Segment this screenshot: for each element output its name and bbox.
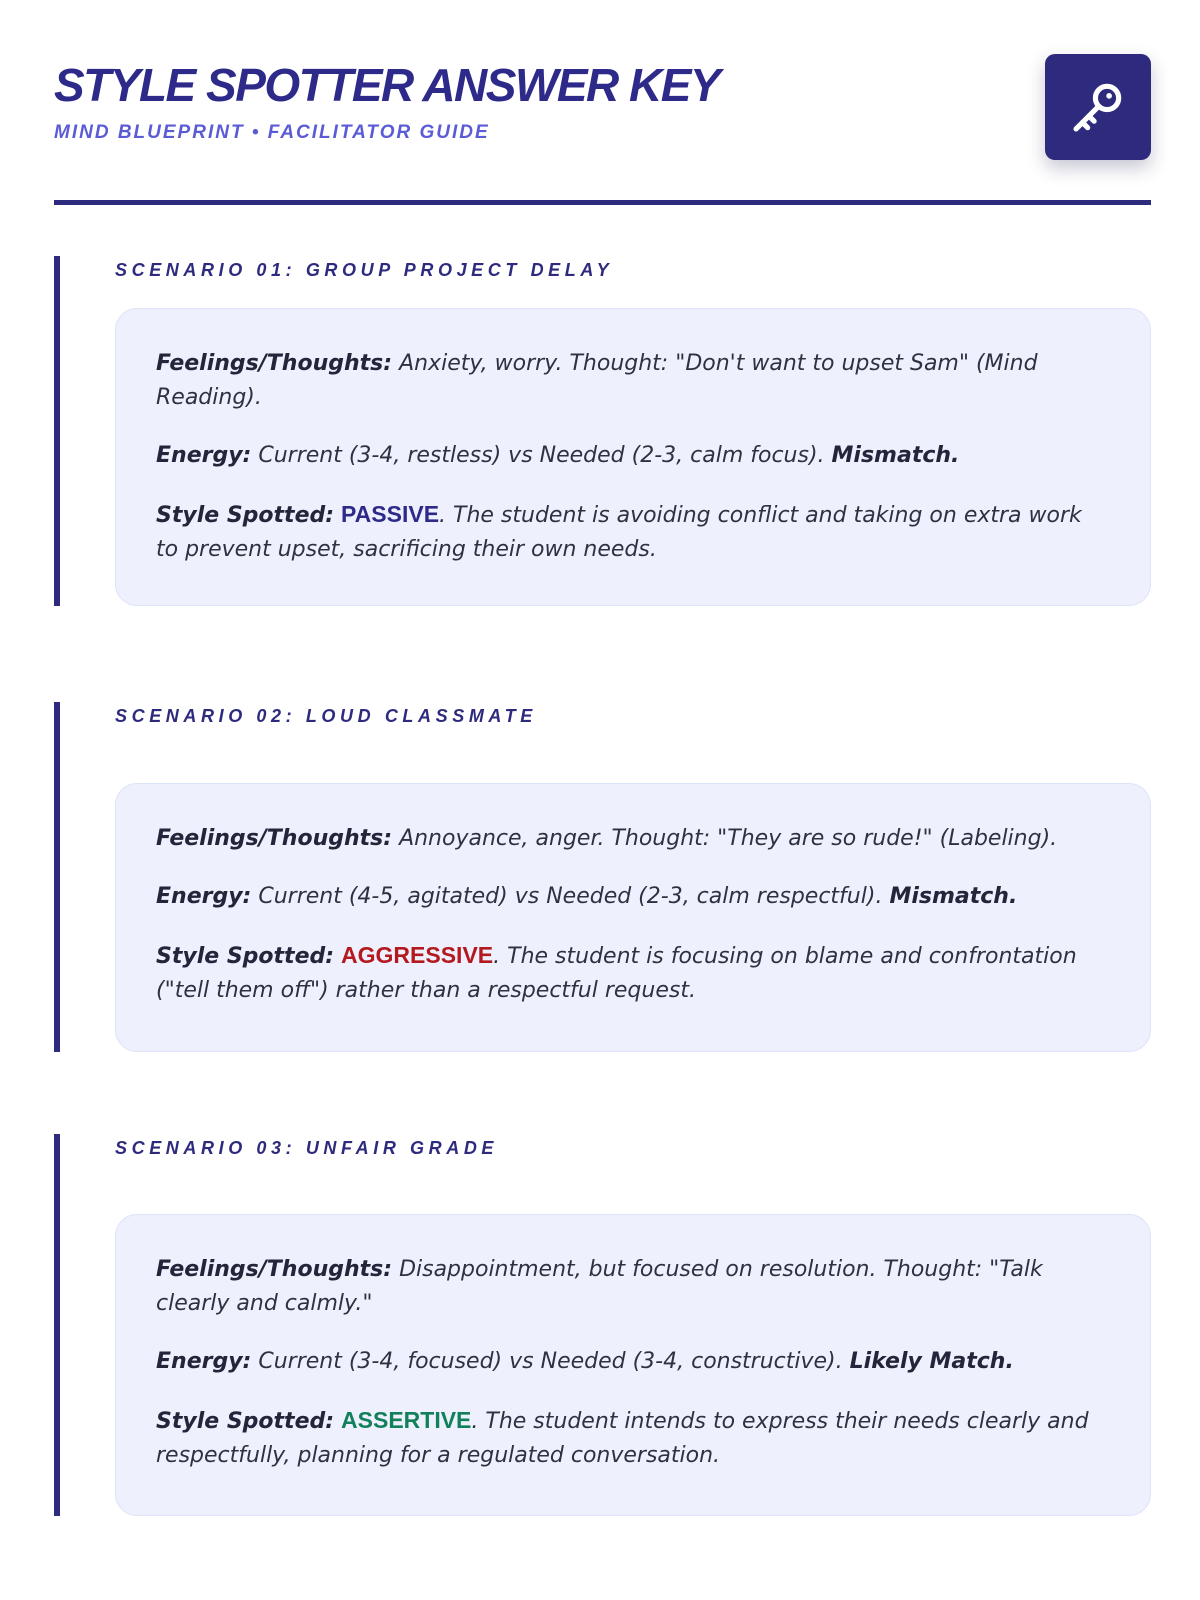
- energy-verdict: Mismatch.: [831, 443, 960, 468]
- page-header: [54, 52, 1151, 204]
- feelings-text: Annoyance, anger. Thought: "They are so rude!" (Labeling).: [399, 826, 1058, 851]
- scenario-title: SCENARIO 03: UNFAIR GRADE: [115, 1138, 499, 1158]
- scenario-title: SCENARIO 01: GROUP PROJECT DELAY: [115, 260, 614, 280]
- key-badge: [1045, 54, 1151, 160]
- energy-text: Current (3-4, restless) vs Needed (2-3, calm focus).: [258, 443, 825, 468]
- answer-card: [115, 783, 1151, 1052]
- feelings-label: Feelings/Thoughts:: [156, 351, 393, 376]
- style-row: [156, 1403, 1110, 1473]
- energy-verdict: Likely Match.: [849, 1349, 1014, 1374]
- energy-label: Energy:: [156, 884, 252, 909]
- feelings-row: [156, 347, 1110, 415]
- scenario-title: SCENARIO 02: LOUD CLASSMATE: [115, 706, 537, 726]
- style-note: . The student is avoiding conflict and taking on extra work to prevent upset, sacrificing their own needs.: [156, 503, 1082, 562]
- style-label: Style Spotted:: [156, 944, 335, 969]
- page-subtitle: MIND BLUEPRINT • FACILITATOR GUIDE: [54, 122, 490, 143]
- energy-row: [156, 439, 1110, 473]
- feelings-row: [156, 822, 1110, 856]
- style-note: . The student is focusing on blame and confrontation ("tell them off") rather than a respectful request.: [156, 944, 1077, 1003]
- feelings-row: [156, 1253, 1110, 1321]
- scenario-03: [54, 1134, 1151, 1516]
- scenario-01: [54, 256, 1151, 606]
- style-label: Style Spotted:: [156, 503, 335, 528]
- style-assertive: ASSERTIVE: [341, 1407, 472, 1433]
- feelings-label: Feelings/Thoughts:: [156, 1257, 393, 1282]
- energy-text: Current (3-4, focused) vs Needed (3-4, constructive).: [258, 1349, 843, 1374]
- style-aggressive: AGGRESSIVE: [341, 942, 494, 968]
- style-label: Style Spotted:: [156, 1409, 335, 1434]
- energy-row: [156, 880, 1110, 914]
- answer-card: [115, 1214, 1151, 1516]
- energy-label: Energy:: [156, 1349, 252, 1374]
- feelings-label: Feelings/Thoughts:: [156, 826, 393, 851]
- energy-text: Current (4-5, agitated) vs Needed (2-3, calm respectful).: [258, 884, 883, 909]
- style-row: [156, 938, 1110, 1008]
- key-icon: [1067, 76, 1129, 138]
- energy-label: Energy:: [156, 443, 252, 468]
- header-divider: [54, 200, 1151, 205]
- style-note: . The student intends to express their needs clearly and respectfully, planning for a regulated conversation.: [156, 1409, 1089, 1468]
- feelings-text: Disappointment, but focused on resolution. Thought: "Talk clearly and calmly.": [156, 1257, 1043, 1316]
- answer-card: [115, 308, 1151, 606]
- page-title: STYLE SPOTTER ANSWER KEY: [54, 59, 720, 111]
- style-row: [156, 497, 1110, 567]
- feelings-text: Anxiety, worry. Thought: "Don't want to upset Sam" (Mind Reading).: [156, 351, 1038, 410]
- energy-row: [156, 1345, 1110, 1379]
- energy-verdict: Mismatch.: [889, 884, 1018, 909]
- scenario-02: [54, 702, 1151, 1052]
- style-passive: PASSIVE: [341, 501, 440, 527]
